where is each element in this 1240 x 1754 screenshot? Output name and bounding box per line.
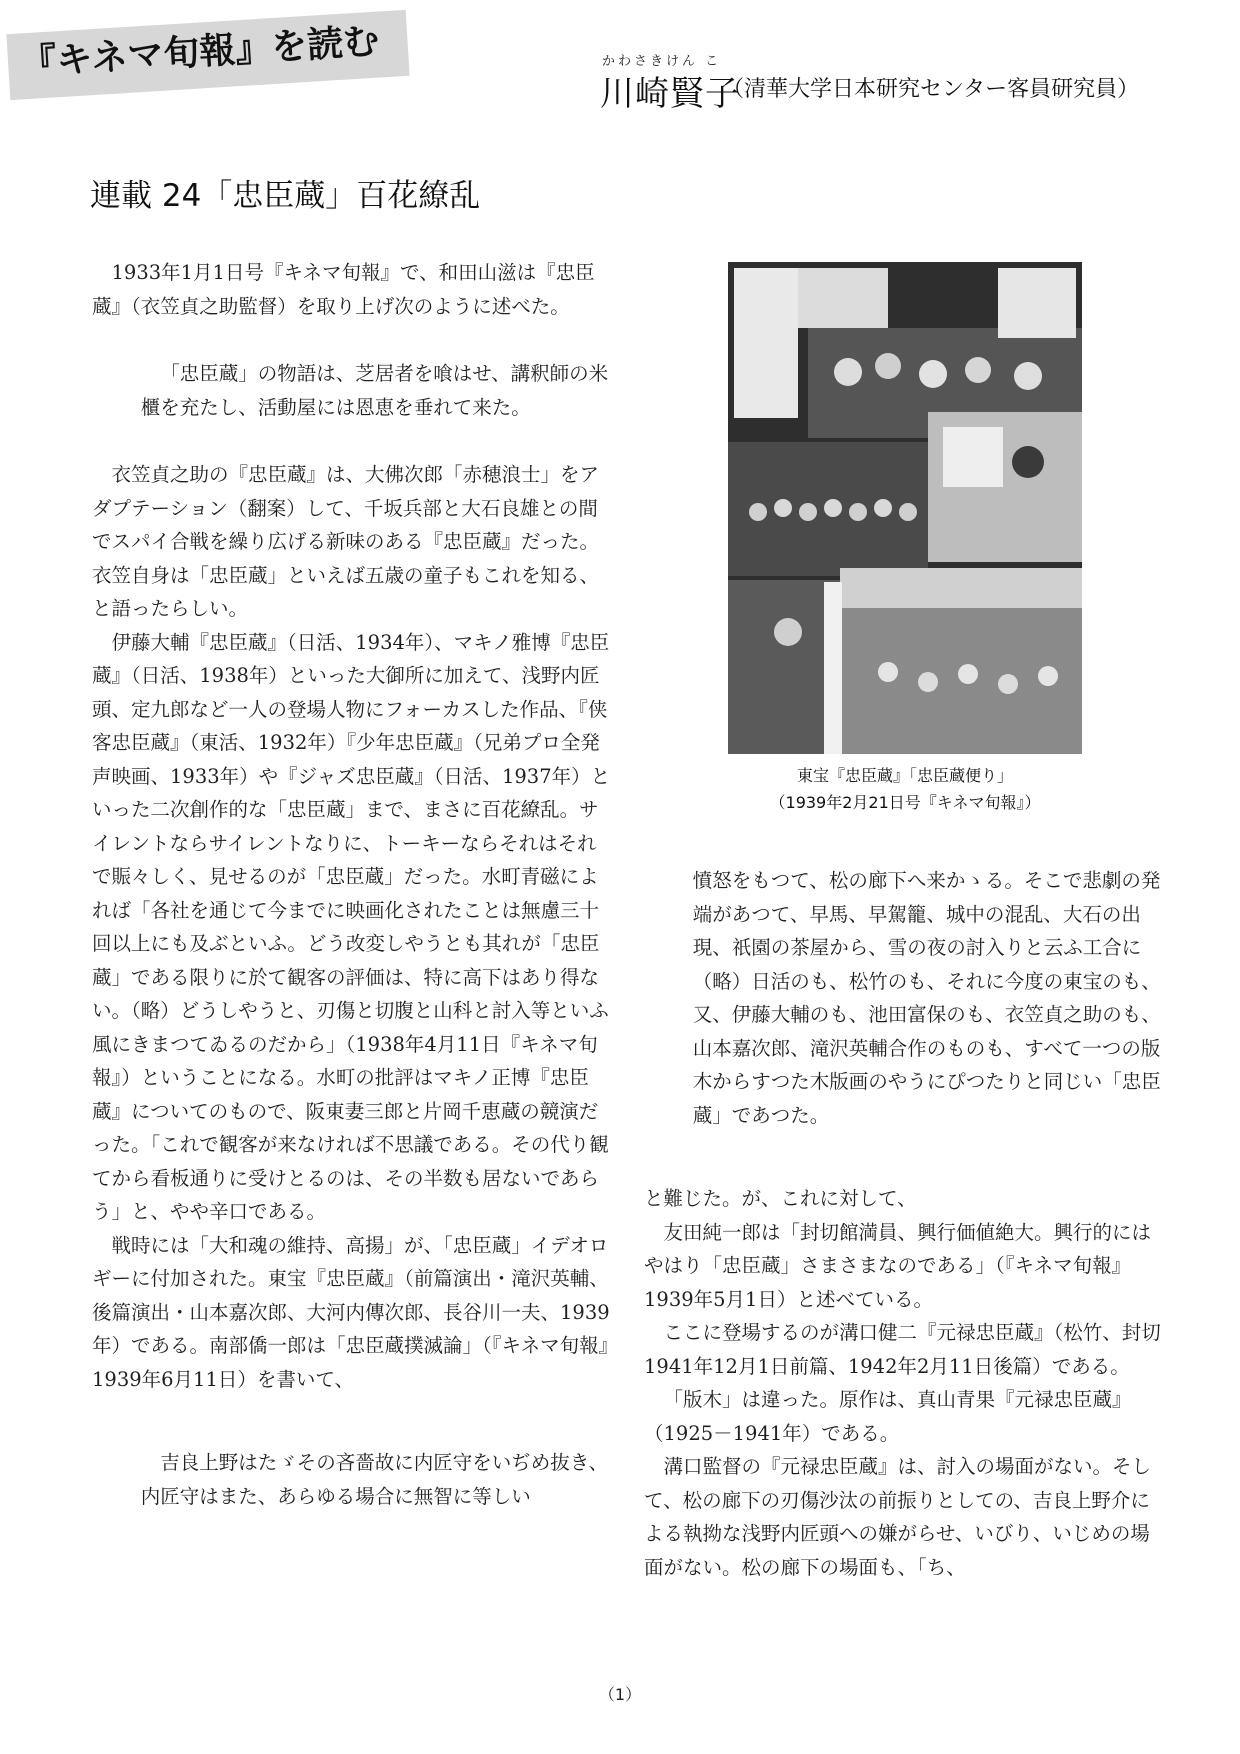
paragraph: 溝口監督の『元禄忠臣蔵』は、討入の場面がない。そして、松の廊下の刃傷沙汰の前振りとしての、吉良上野介による執拗な浅野内匠頭への嫌がらせ、いびり、いじめの場面がない。松の廊下の場面も、「ち、 (644, 1455, 1152, 1579)
figure-caption (700, 762, 1110, 816)
paragraph: 衣笠貞之助の『忠臣蔵』は、大佛次郎「赤穂浪士」をアダプテーション（翻案）して、千坂兵部と大石良雄との間でスパイ合戦を繰り広げる新味のある『忠臣蔵』だった。衣笠自身は「忠臣蔵」といえば五歳の童子もこれを知る、と語ったらしい。 (92, 463, 600, 620)
block-quote: 憤怒をもつて、松の廊下へ来かゝる。そこで悲劇の発端があつて、早馬、早駕籠、城中の混乱、大石の出現、祇園の茶屋から、雪の夜の討入りと云ふ工合に（略）日活のも、松竹のも、それに今度の東宝のも、又、伊藤大輔のも、池田富保のも、衣笠貞之助のも、山本嘉次郎、滝沢英輔合作のものも、すべて一つの版木からすつた木版画のやうにぴつたりと同じい「忠臣蔵」であつた。 (692, 869, 1161, 1127)
paragraph: 伊藤大輔『忠臣蔵』（日活、1934年）、マキノ雅博『忠臣蔵』（日活、1938年）といった大御所に加えて、浅野内匠頭、定九郎など一人の登場人物にフォーカスした作品、『侠客忠臣蔵』（東活、1932年）『少年忠臣蔵』（兄弟プロ全発声映画、1933年）や『ジャズ忠臣蔵』（日活、1937年）といった二次創作的な「忠臣蔵」まで、まさに百花繚乱。サイレントならサイレントなりに、トーキーならそれはそれで賑々しく、見せるのが「忠臣蔵」だった。水町青磁によれば「各社を通じて今までに映画化されたことは無慮三十回以上にも及ぶといふ。どう改変しやうとも其れが「忠臣蔵」である限りに於て観客の評価は、特に高下はあり得ない。（略）どうしやうと、刃傷と切腹と山科と討入等といふ風にきまつてゐるのだから」（1938年4月11日『キネマ旬報』）ということになる。水町の批評はマキノ正博『忠臣蔵』についてのもので、阪東妻三郎と片岡千恵蔵の競演だった。「これで観客が来なければ不思議である。その代り観てから看板通りに受けとるのは、その半数も居ないであらう」と、やや辛口である。 (92, 630, 611, 1223)
caption-line: 東宝『忠臣蔵』「忠臣蔵便り」 (796, 766, 1013, 785)
paragraph: ここに登場するのが溝口健二『元禄忠臣蔵』（松竹、封切1941年12月1日前篇、1942年2月11日後篇）である。 (644, 1321, 1161, 1378)
spacer (92, 323, 614, 357)
author-ruby: かわさきけん こ (602, 54, 722, 69)
caption-line: （1939年2月21日号『キネマ旬報』） (769, 793, 1041, 812)
block-quote: 「忠臣蔵」の物語は、芝居者を喰はせ、講釈師の米櫃を充たし、活動屋には恩恵を垂れて来た。 (140, 362, 609, 419)
paragraph: 1933年1月1日号『キネマ旬報』で、和田山滋は『忠臣蔵』（衣笠貞之助監督）を取り上げ次のように述べた。 (92, 261, 595, 318)
photo-collage-image (728, 262, 1082, 754)
spacer (92, 424, 614, 458)
paragraph: 友田純一郎は「封切館満員、興行価値絶大。興行的にはやはり「忠臣蔵」さまさまなのである」（『キネマ旬報』1939年5月1日）と述べている。 (644, 1220, 1152, 1311)
block-quote: 吉良上野はたゞその吝嗇故に内匠守をいぢめ抜き、内匠守はまた、あらゆる場合に無智に等しい (140, 1451, 608, 1508)
left-column (92, 256, 614, 1513)
author-affiliation: （清華大学日本研究センター客員研究員） (722, 77, 1140, 102)
paragraph: 戦時には「大和魂の維持、高揚」が、「忠臣蔵」イデオロギーに付加された。東宝『忠臣蔵』（前篇演出・滝沢英輔、後篇演出・山本嘉次郎、大河内傳次郎、長谷川一夫、1939年）である。南部僑一郎は「忠臣蔵撲滅論」（『キネマ旬報』1939年6月11日）を書いて、 (92, 1233, 610, 1391)
right-column (644, 864, 1164, 1584)
paragraph: と難じた。が、これに対して、 (644, 1187, 917, 1210)
page-number: （1） (598, 1685, 642, 1704)
author-name: 川崎賢子 (600, 74, 740, 114)
spacer (92, 1396, 614, 1446)
spacer (644, 1132, 1164, 1182)
article-title: 連載 24「忠臣蔵」百花繚乱 (90, 178, 481, 214)
series-label: 『キネマ旬報』を読む (19, 21, 381, 84)
magazine-photo (728, 262, 1082, 754)
paragraph: 「版木」は違った。原作は、真山青果『元禄忠臣蔵』（1925－1941年）である。 (644, 1388, 1132, 1445)
